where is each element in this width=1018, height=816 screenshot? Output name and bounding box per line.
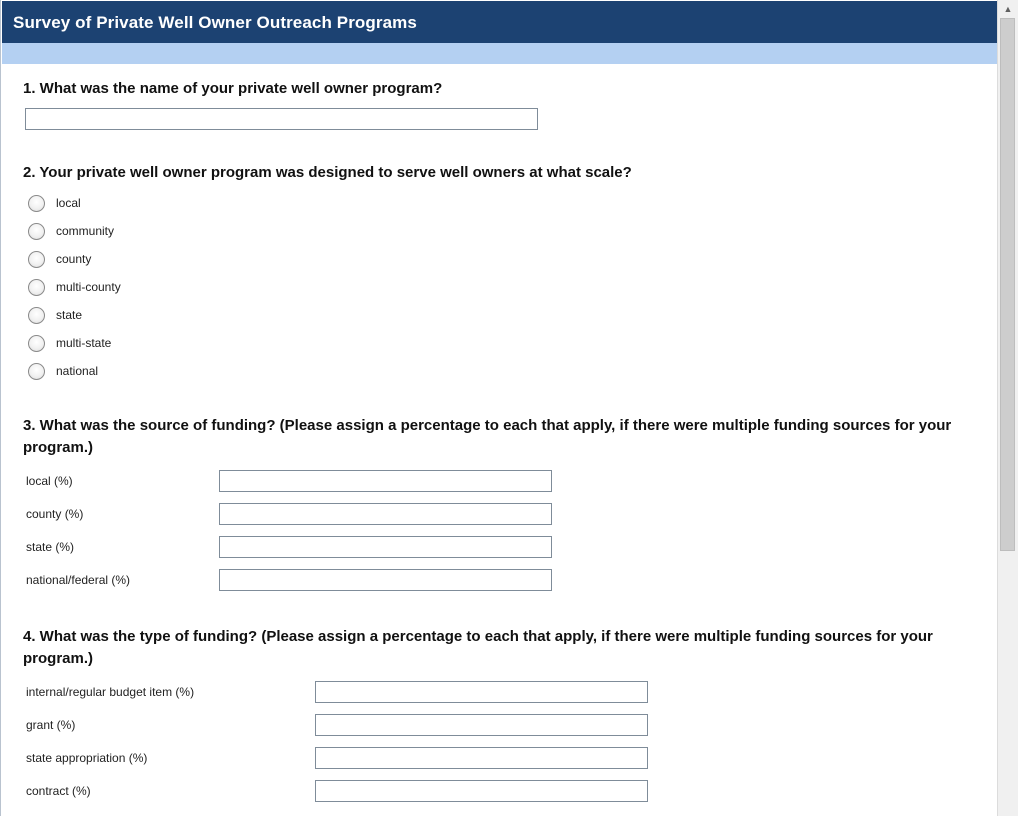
scale-option-multi-county[interactable] bbox=[28, 276, 121, 298]
radio-button[interactable] bbox=[28, 251, 45, 268]
radio-label: multi-county bbox=[56, 280, 121, 294]
funding-source-local-label: local (%) bbox=[26, 474, 73, 488]
radio-button[interactable] bbox=[28, 307, 45, 324]
funding-source-local-input[interactable] bbox=[219, 470, 552, 492]
scroll-up-arrow-icon[interactable]: ▲ bbox=[1003, 3, 1013, 14]
scale-option-county[interactable] bbox=[28, 248, 91, 270]
radio-button[interactable] bbox=[28, 195, 45, 212]
funding-type-grant-input[interactable] bbox=[315, 714, 648, 736]
funding-source-county-input[interactable] bbox=[219, 503, 552, 525]
scale-option-national[interactable] bbox=[28, 360, 98, 382]
funding-type-appropriation-label: state appropriation (%) bbox=[26, 751, 148, 765]
funding-type-internal-label: internal/regular budget item (%) bbox=[26, 685, 195, 699]
page-title: Survey of Private Well Owner Outreach Programs bbox=[13, 13, 417, 32]
program-name-input[interactable] bbox=[25, 108, 538, 130]
radio-label: multi-state bbox=[56, 336, 112, 350]
funding-type-contract-label: contract (%) bbox=[26, 784, 91, 798]
radio-label: community bbox=[56, 224, 115, 238]
radio-button[interactable] bbox=[28, 279, 45, 296]
header-accent-bar bbox=[2, 43, 997, 64]
scale-option-multi-state[interactable] bbox=[28, 332, 111, 354]
radio-button[interactable] bbox=[28, 223, 45, 240]
scale-option-state[interactable] bbox=[28, 304, 82, 326]
funding-source-federal-input[interactable] bbox=[219, 569, 552, 591]
title-bar bbox=[2, 1, 997, 43]
funding-source-state-label: state (%) bbox=[26, 540, 75, 554]
radio-button[interactable] bbox=[28, 363, 45, 380]
scale-option-local[interactable] bbox=[28, 192, 81, 214]
funding-type-contract-input[interactable] bbox=[315, 780, 648, 802]
question-3-label: 3. What was the source of funding? (Please assign a percentage to each that apply, if there were multiple funding sources for your program.) bbox=[23, 417, 952, 456]
scale-option-community[interactable] bbox=[28, 220, 114, 242]
funding-type-grant-label: grant (%) bbox=[26, 718, 76, 732]
radio-label: county bbox=[56, 252, 92, 266]
funding-type-internal-input[interactable] bbox=[315, 681, 648, 703]
radio-label: state bbox=[56, 308, 83, 322]
question-4-label: 4. What was the type of funding? (Please assign a percentage to each that apply, if there were multiple funding sources for your program.) bbox=[23, 628, 933, 667]
radio-label: local bbox=[56, 196, 81, 210]
funding-source-county-label: county (%) bbox=[26, 507, 84, 521]
scrollbar-thumb[interactable] bbox=[1000, 18, 1015, 551]
radio-button[interactable] bbox=[28, 335, 45, 352]
vertical-scrollbar[interactable] bbox=[997, 0, 1018, 816]
funding-source-state-input[interactable] bbox=[219, 536, 552, 558]
funding-type-appropriation-input[interactable] bbox=[315, 747, 648, 769]
question-2-label: 2. Your private well owner program was designed to serve well owners at what scale? bbox=[23, 164, 632, 181]
question-1-label: 1. What was the name of your private well owner program? bbox=[23, 80, 443, 97]
funding-source-federal-label: national/federal (%) bbox=[26, 573, 131, 587]
radio-label: national bbox=[56, 364, 99, 378]
